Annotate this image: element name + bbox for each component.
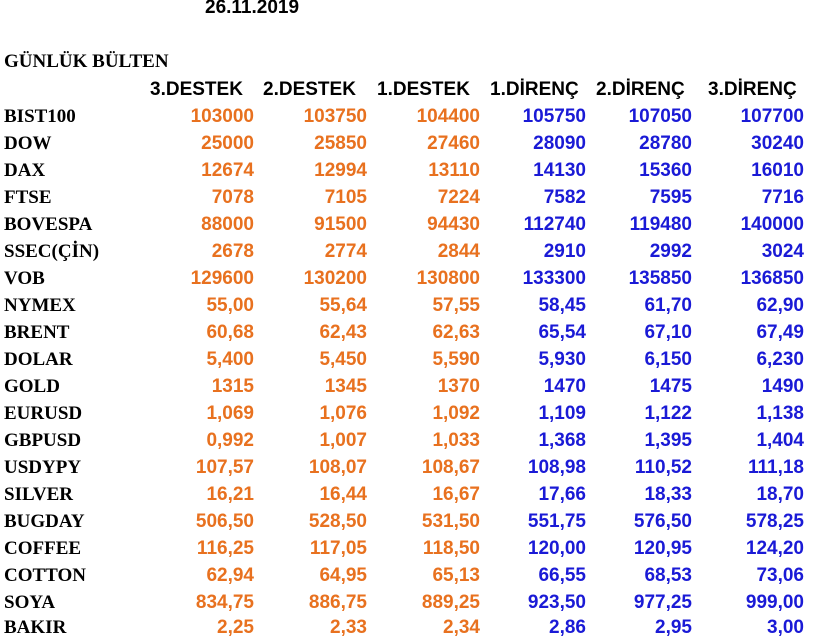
resistance-1-value: 5,930 <box>538 349 586 370</box>
support-2-value: 5,450 <box>319 349 367 370</box>
table-row <box>0 589 819 616</box>
instrument-name: SOYA <box>4 592 56 613</box>
support-2-value: 1,076 <box>319 403 367 424</box>
support-1-value: 130800 <box>416 268 480 289</box>
resistance-2-value: 68,53 <box>644 565 692 586</box>
table-row <box>0 265 819 292</box>
resistance-3-value: 1490 <box>761 376 804 397</box>
support-1-value: 62,63 <box>432 322 480 343</box>
instrument-name: GBPUSD <box>4 430 82 451</box>
table-row <box>0 319 819 346</box>
resistance-1-value: 14130 <box>533 160 586 181</box>
resistance-2-value: 2,95 <box>655 617 692 638</box>
resistance-2-value: 2992 <box>649 241 692 262</box>
support-1-value: 531,50 <box>421 511 480 532</box>
support-3-value: 116,25 <box>196 538 254 559</box>
resistance-1-value: 923,50 <box>527 592 586 613</box>
column-header-resistance-2: 2.DİRENÇ <box>596 79 685 100</box>
table-row <box>0 103 819 130</box>
resistance-2-value: 6,150 <box>644 349 692 370</box>
resistance-2-value: 110,52 <box>634 457 692 478</box>
table-row <box>0 292 819 319</box>
table-row <box>0 130 819 157</box>
resistance-1-value: 120,00 <box>527 538 586 559</box>
resistance-2-value: 15360 <box>639 160 692 181</box>
support-3-value: 7078 <box>211 187 254 208</box>
resistance-1-value: 2,86 <box>549 617 586 638</box>
resistance-3-value: 578,25 <box>745 511 804 532</box>
instrument-name: BUGDAY <box>4 511 85 532</box>
resistance-1-value: 551,75 <box>527 511 586 532</box>
support-2-value: 55,64 <box>319 295 367 316</box>
table-row <box>0 346 819 373</box>
support-2-value: 528,50 <box>308 511 367 532</box>
resistance-3-value: 124,20 <box>745 538 804 559</box>
support-1-value: 889,25 <box>421 592 480 613</box>
resistance-1-value: 2910 <box>543 241 586 262</box>
bulletin-title: GÜNLÜK BÜLTEN <box>4 51 169 72</box>
resistance-2-value: 7595 <box>649 187 692 208</box>
resistance-1-value: 17,66 <box>538 484 586 505</box>
resistance-3-value: 111,18 <box>747 457 804 478</box>
support-2-value: 1345 <box>324 376 367 397</box>
resistance-3-value: 3,00 <box>767 617 804 638</box>
support-1-value: 27460 <box>427 133 480 154</box>
table-row <box>0 238 819 265</box>
table-row <box>0 400 819 427</box>
support-3-value: 834,75 <box>195 592 254 613</box>
resistance-3-value: 107700 <box>740 106 804 127</box>
resistance-2-value: 1475 <box>649 376 692 397</box>
support-1-value: 2,34 <box>443 617 480 638</box>
resistance-1-value: 66,55 <box>538 565 586 586</box>
instrument-name: BRENT <box>4 322 70 343</box>
support-3-value: 2,25 <box>217 617 254 638</box>
instrument-name: DAX <box>4 160 46 181</box>
support-2-value: 103750 <box>303 106 367 127</box>
resistance-1-value: 65,54 <box>538 322 586 343</box>
resistance-1-value: 1470 <box>543 376 586 397</box>
support-3-value: 1,069 <box>206 403 254 424</box>
resistance-2-value: 28780 <box>639 133 692 154</box>
instrument-name: SSEC(ÇİN) <box>4 241 100 262</box>
column-header-resistance-3: 3.DİRENÇ <box>708 79 797 100</box>
support-3-value: 55,00 <box>206 295 254 316</box>
support-1-value: 94430 <box>427 214 480 235</box>
resistance-3-value: 1,404 <box>756 430 804 451</box>
instrument-name: BAKIR <box>4 617 67 638</box>
support-2-value: 886,75 <box>308 592 367 613</box>
resistance-3-value: 18,70 <box>756 484 804 505</box>
bulletin-date: 26.11.2019 <box>205 0 300 18</box>
table-row <box>0 508 819 535</box>
resistance-2-value: 977,25 <box>633 592 692 613</box>
support-2-value: 7105 <box>324 187 367 208</box>
resistance-2-value: 18,33 <box>644 484 692 505</box>
support-2-value: 25850 <box>314 133 367 154</box>
support-2-value: 12994 <box>314 160 367 181</box>
instrument-name: DOLAR <box>4 349 73 370</box>
support-3-value: 2678 <box>211 241 254 262</box>
support-2-value: 91500 <box>314 214 367 235</box>
resistance-2-value: 67,10 <box>644 322 692 343</box>
support-2-value: 108,07 <box>308 457 367 478</box>
instrument-name: COTTON <box>4 565 87 586</box>
support-1-value: 1370 <box>437 376 480 397</box>
support-1-value: 1,033 <box>432 430 480 451</box>
support-1-value: 13110 <box>428 160 480 181</box>
column-header-row <box>0 76 819 103</box>
support-2-value: 16,44 <box>319 484 367 505</box>
instrument-name: EURUSD <box>4 403 83 424</box>
table-row <box>0 535 819 562</box>
support-1-value: 7224 <box>437 187 480 208</box>
support-3-value: 88000 <box>201 214 254 235</box>
support-2-value: 1,007 <box>319 430 367 451</box>
resistance-2-value: 120,95 <box>633 538 692 559</box>
support-1-value: 1,092 <box>432 403 480 424</box>
support-2-value: 2,33 <box>330 617 367 638</box>
support-3-value: 506,50 <box>195 511 254 532</box>
resistance-3-value: 16010 <box>751 160 804 181</box>
instrument-name: DOW <box>4 133 52 154</box>
resistance-2-value: 576,50 <box>633 511 692 532</box>
support-1-value: 5,590 <box>432 349 480 370</box>
column-header-resistance-1: 1.DİRENÇ <box>490 79 579 100</box>
resistance-3-value: 62,90 <box>756 295 804 316</box>
support-1-value: 2844 <box>437 241 480 262</box>
resistance-2-value: 119480 <box>629 214 692 235</box>
resistance-2-value: 1,122 <box>644 403 692 424</box>
resistance-1-value: 28090 <box>533 133 586 154</box>
resistance-1-value: 105750 <box>522 106 586 127</box>
resistance-1-value: 58,45 <box>538 295 586 316</box>
resistance-2-value: 1,395 <box>644 430 692 451</box>
instrument-name: COFFEE <box>4 538 82 559</box>
resistance-3-value: 136850 <box>740 268 804 289</box>
instrument-name: SILVER <box>4 484 74 505</box>
instrument-name: USDYPY <box>4 457 82 478</box>
instrument-name: GOLD <box>4 376 60 397</box>
resistance-2-value: 135850 <box>628 268 692 289</box>
support-2-value: 62,43 <box>319 322 367 343</box>
resistance-1-value: 1,109 <box>538 403 586 424</box>
support-3-value: 0,992 <box>206 430 254 451</box>
resistance-3-value: 67,49 <box>756 322 804 343</box>
support-3-value: 107,57 <box>195 457 254 478</box>
table-row <box>0 373 819 400</box>
resistance-1-value: 1,368 <box>538 430 586 451</box>
table-row <box>0 614 819 641</box>
column-header-support-3: 3.DESTEK <box>150 79 243 100</box>
column-header-support-2: 2.DESTEK <box>263 79 356 100</box>
support-3-value: 62,94 <box>206 565 254 586</box>
support-3-value: 12674 <box>201 160 254 181</box>
support-1-value: 104400 <box>416 106 480 127</box>
resistance-3-value: 3024 <box>761 241 804 262</box>
support-1-value: 65,13 <box>432 565 480 586</box>
support-1-value: 16,67 <box>432 484 480 505</box>
column-header-support-1: 1.DESTEK <box>377 79 470 100</box>
table-row <box>0 454 819 481</box>
support-3-value: 129600 <box>190 268 254 289</box>
instrument-name: FTSE <box>4 187 52 208</box>
instrument-name: VOB <box>4 268 45 289</box>
resistance-2-value: 107050 <box>628 106 692 127</box>
instrument-name: BOVESPA <box>4 214 93 235</box>
support-3-value: 5,400 <box>206 349 254 370</box>
resistance-1-value: 7582 <box>543 187 586 208</box>
support-2-value: 117,05 <box>309 538 367 559</box>
support-2-value: 64,95 <box>319 565 367 586</box>
resistance-3-value: 30240 <box>751 133 804 154</box>
resistance-3-value: 1,138 <box>756 403 804 424</box>
support-1-value: 57,55 <box>432 295 480 316</box>
resistance-3-value: 73,06 <box>756 565 804 586</box>
support-2-value: 2774 <box>324 241 367 262</box>
instrument-name: BIST100 <box>4 106 76 127</box>
support-3-value: 1315 <box>211 376 254 397</box>
support-1-value: 118,50 <box>422 538 480 559</box>
support-3-value: 25000 <box>201 133 254 154</box>
table-row <box>0 481 819 508</box>
support-3-value: 60,68 <box>206 322 254 343</box>
resistance-3-value: 140000 <box>740 214 804 235</box>
support-3-value: 16,21 <box>206 484 254 505</box>
table-row <box>0 427 819 454</box>
table-row <box>0 562 819 589</box>
table-row <box>0 211 819 238</box>
support-2-value: 130200 <box>303 268 367 289</box>
table-row <box>0 157 819 184</box>
instrument-name: NYMEX <box>4 295 76 316</box>
resistance-1-value: 133300 <box>522 268 586 289</box>
resistance-3-value: 6,230 <box>756 349 804 370</box>
resistance-1-value: 108,98 <box>527 457 586 478</box>
table-row <box>0 184 819 211</box>
resistance-2-value: 61,70 <box>644 295 692 316</box>
resistance-3-value: 7716 <box>761 187 804 208</box>
support-1-value: 108,67 <box>421 457 480 478</box>
resistance-3-value: 999,00 <box>745 592 804 613</box>
support-3-value: 103000 <box>190 106 254 127</box>
resistance-1-value: 112740 <box>523 214 586 235</box>
